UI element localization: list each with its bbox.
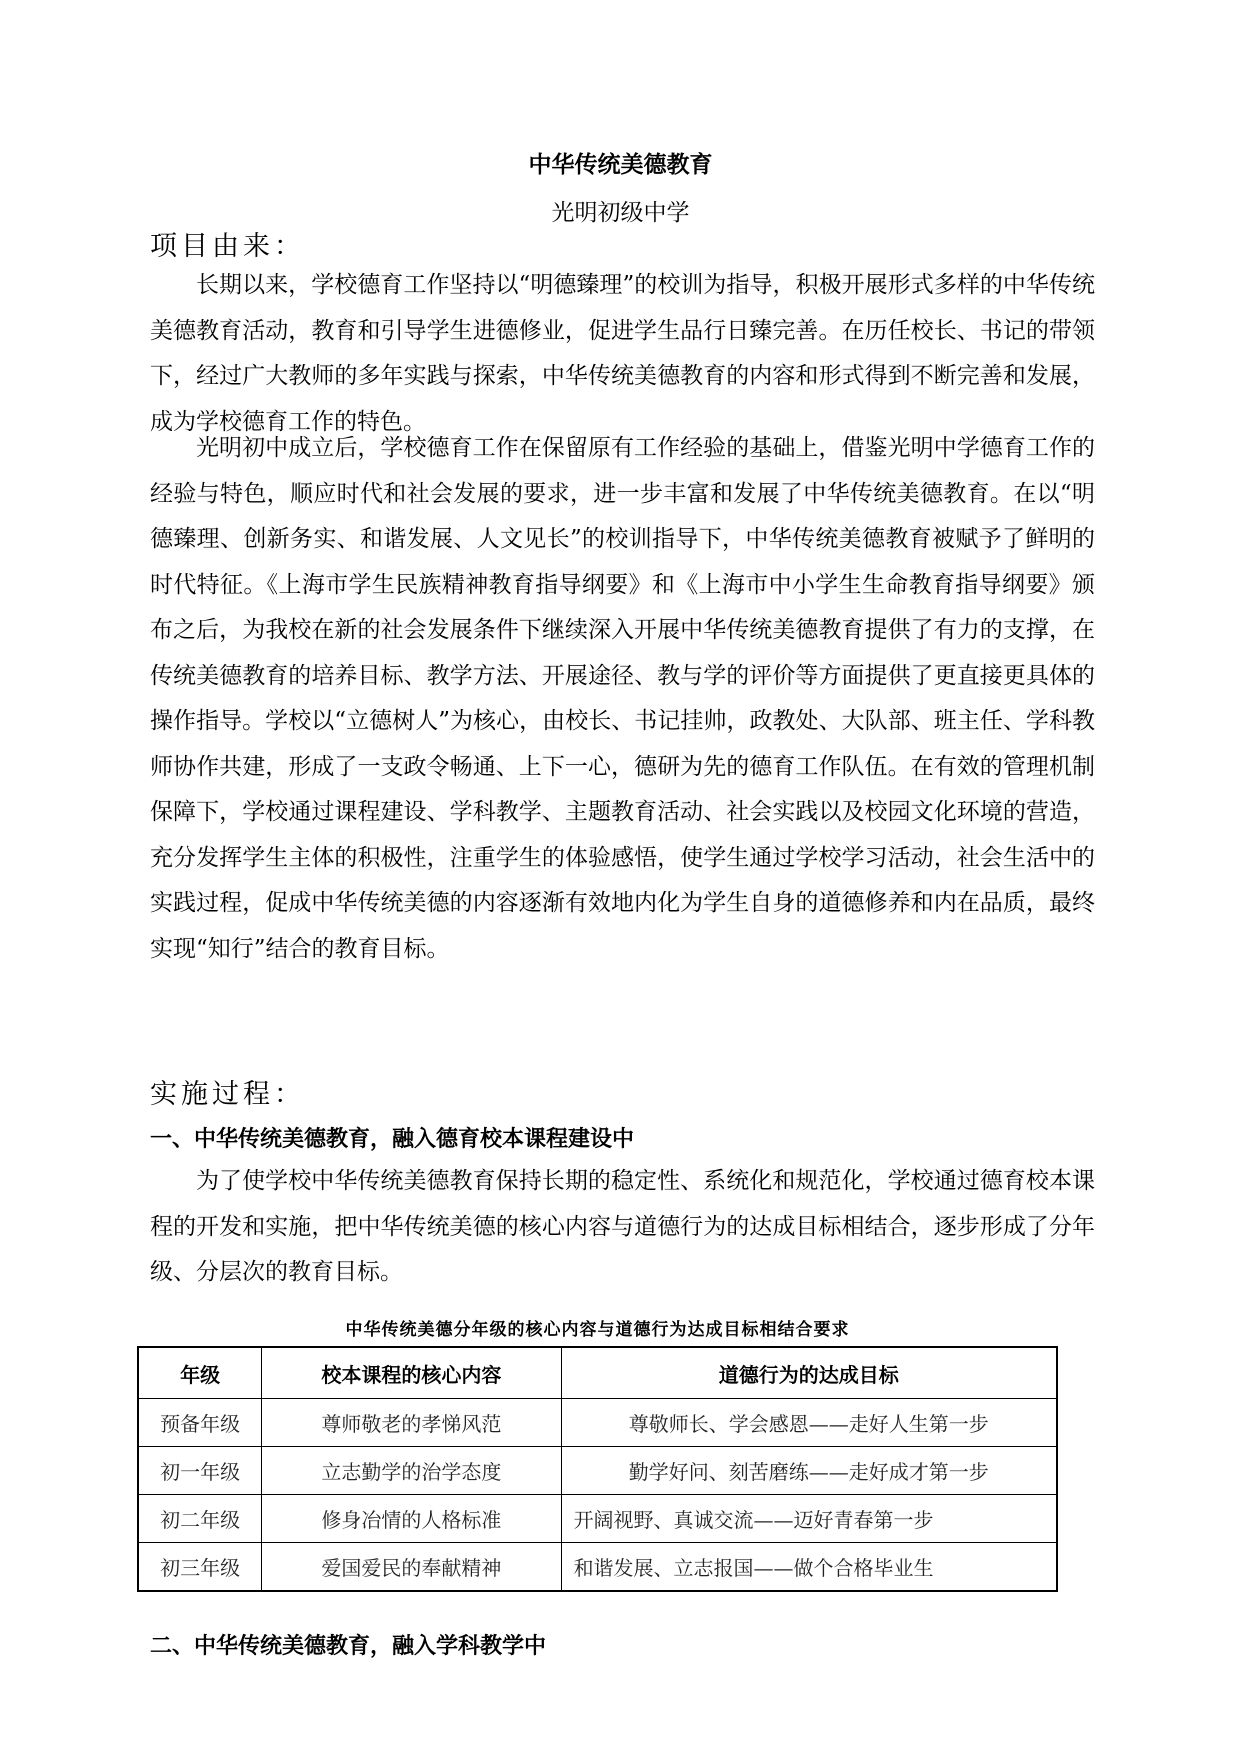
table-row — [138, 1447, 1057, 1495]
origin-paragraph-1: 长期以来，学校德育工作坚持以“明德臻理”的校训为指导，积极开展形式多样的中华传统美德教育活动，教育和引导学生进德修业，促进学生品行日臻完善。在历任校长、书记的带领下，经过广大教师的多年实践与探索，中华传统美德教育的内容和形式得到不断完善和发展，成为学校德育工作的特色。 — [150, 272, 1095, 435]
table-cell-grade: 初三年级 — [138, 1543, 262, 1592]
goals-table — [137, 1346, 1058, 1592]
table-cell-content: 修身冶情的人格标准 — [262, 1495, 561, 1543]
part1-heading: 一、中华传统美德教育，融入德育校本课程建设中 — [150, 1127, 635, 1152]
part2-heading: 二、中华传统美德教育，融入学科教学中 — [150, 1634, 547, 1659]
table-cell-goal: 开阔视野、真诚交流——迈好青春第一步 — [561, 1495, 1057, 1543]
table-row — [138, 1399, 1057, 1447]
table-cell-goal: 勤学好问、刻苦磨练——走好成才第一步 — [561, 1447, 1057, 1495]
table-header-content: 校本课程的核心内容 — [262, 1347, 561, 1399]
table-cell-goal: 和谐发展、立志报国——做个合格毕业生 — [561, 1543, 1057, 1592]
document-title: 中华传统美德教育 — [528, 152, 713, 178]
table-cell-grade: 预备年级 — [138, 1399, 262, 1447]
table-cell-content: 立志勤学的治学态度 — [262, 1447, 561, 1495]
table-cell-grade: 初一年级 — [138, 1447, 262, 1495]
part1-paragraph: 为了使学校中华传统美德教育保持长期的稳定性、系统化和规范化，学校通过德育校本课程的开发和实施，把中华传统美德的核心内容与道德行为的达成目标相结合，逐步形成了分年级、分层次的教育目标。 — [150, 1168, 1095, 1285]
origin-heading: 项目由来： — [150, 231, 305, 262]
table-cell-goal: 尊敬师长、学会感恩——走好人生第一步 — [561, 1399, 1057, 1447]
table-cell-grade: 初二年级 — [138, 1495, 262, 1543]
table-caption: 中华传统美德分年级的核心内容与道德行为达成目标相结合要求 — [345, 1320, 850, 1340]
table-header-grade: 年级 — [138, 1347, 262, 1399]
table-header-row — [138, 1347, 1057, 1399]
table-row — [138, 1543, 1057, 1592]
table-row — [138, 1495, 1057, 1543]
table-cell-content: 尊师敬老的孝悌风范 — [262, 1399, 561, 1447]
table-cell-content: 爱国爱民的奉献精神 — [262, 1543, 561, 1592]
table-header-goal: 道德行为的达成目标 — [561, 1347, 1057, 1399]
process-heading: 实施过程： — [150, 1079, 305, 1110]
school-name: 光明初级中学 — [551, 200, 690, 226]
origin-paragraph-2: 光明初中成立后，学校德育工作在保留原有工作经验的基础上，借鉴光明中学德育工作的经验与特色，顺应时代和社会发展的要求，进一步丰富和发展了中华传统美德教育。在以“明德臻理、创新务实、和谐发展、人文见长”的校训指导下，中华传统美德教育被赋予了鲜明的时代特征。《上海市学生民族精神教育指导纲要》和《上海市中小学生生命教育指导纲要》颁布之后，为我校在新的社会发展条件下继续深入开展中华传统美德教育提供了有力的支撑，在传统美德教育的培养目标、教学方法、开展途径、教与学的评价等方面提供了更直接更具体的操作指导。学校以“立德树人”为核心，由校长、书记挂帅，政教处、大队部、班主任、学科教师协作共建，形成了一支政令畅通、上下一心，德研为先的德育工作队伍。在有效的管理机制保障下，学校通过课程建设、学科教学、主题教育活动、社会实践以及校园文化环境的营造，充分发挥学生主体的积极性，注重学生的体验感悟，使学生通过学校学习活动，社会生活中的实践过程，促成中华传统美德的内容逐渐有效地内化为学生自身的道德修养和内在品质，最终实现“知行”结合的教育目标。 — [150, 435, 1095, 962]
